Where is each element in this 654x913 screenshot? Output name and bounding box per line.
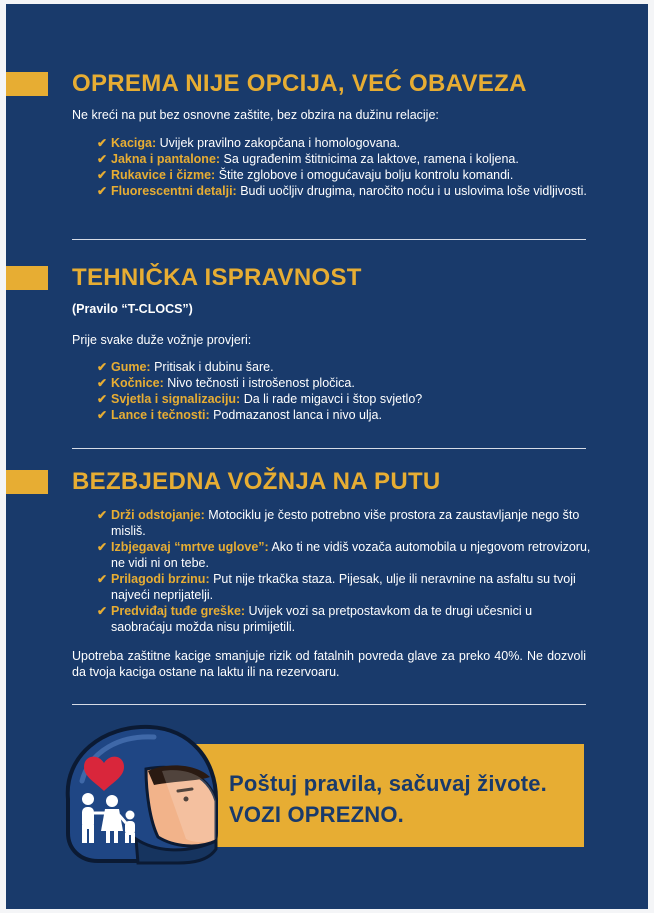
check-icon: ✔ (97, 572, 108, 586)
check-icon: ✔ (97, 508, 108, 522)
item-text: Pritisak i dubinu šare. (150, 360, 274, 374)
item-key: Predviđaj tuđe greške: (111, 604, 246, 618)
list-item (97, 539, 594, 571)
item-text: Motociklu je često potrebno više prostora za zaustavljanje nego što misliš. (111, 508, 580, 538)
list-item (97, 135, 594, 151)
equipment-list (97, 135, 594, 199)
item-text: Uvijek pravilno zakopčana i homologovana. (156, 136, 401, 150)
check-icon: ✔ (97, 360, 108, 374)
helmet-icon (58, 721, 228, 871)
rule-label: (Pravilo “T-CLOCS”) (72, 302, 193, 316)
check-icon: ✔ (97, 184, 108, 198)
technical-list (97, 359, 594, 423)
check-icon: ✔ (97, 168, 108, 182)
helmet-safety-note: Upotreba zaštitne kacige smanjuje rizik od fatalnih povreda glave za preko 40%. Ne dozvoli da tvoja kaciga ostane na laktu ili na rezervoaru. (72, 649, 586, 679)
section-divider (72, 448, 586, 449)
check-icon: ✔ (97, 136, 108, 150)
item-key: Gume: (111, 360, 151, 374)
list-item (97, 507, 594, 539)
list-item (97, 183, 594, 199)
section-title-safe-riding: BEZBJEDNA VOŽNJA NA PUTU (72, 468, 441, 495)
item-text: Da li rade migavci i štop svjetlo? (240, 392, 423, 406)
item-text: Uvijek vozi sa pretpostavkom da te drugi učesnici u saobraćaju možda nisu primijetili. (111, 604, 533, 634)
check-icon: ✔ (97, 152, 108, 166)
list-item (97, 407, 594, 423)
item-key: Drži odstojanje: (111, 508, 205, 522)
poster-page (6, 4, 648, 909)
item-key: Lance i tečnosti: (111, 408, 210, 422)
list-item (97, 167, 594, 183)
check-icon: ✔ (97, 392, 108, 406)
item-text: Put nije trkačka staza. Pijesak, ulje ili neravnine na asfaltu su tvoji najveći neprijatelji. (111, 572, 576, 602)
section-divider (72, 239, 586, 240)
item-key: Fluorescentni detalji: (111, 184, 237, 198)
item-key: Kočnice: (111, 376, 164, 390)
item-text: Sa ugrađenim štitnicima za laktove, ramena i koljena. (220, 152, 519, 166)
cta-line-1: Poštuj pravila, sačuvaj živote. (229, 771, 547, 796)
safe-riding-list (97, 507, 594, 635)
section-accent-bar (6, 266, 48, 290)
cta-line-2: VOZI OPREZNO. (229, 802, 404, 827)
item-text: Ako ti ne vidiš vozača automobila u njegovom retrovizoru, ne vidi ni on tebe. (111, 540, 591, 570)
cta-banner (186, 744, 584, 847)
list-item (97, 375, 594, 391)
list-item (97, 359, 594, 375)
section-intro-equipment: Ne kreći na put bez osnovne zaštite, bez obzira na dužinu relacije: (72, 108, 439, 122)
item-text: Podmazanost lanca i nivo ulja. (209, 408, 382, 422)
item-key: Svjetla i signalizaciju: (111, 392, 241, 406)
check-icon: ✔ (97, 540, 108, 554)
helmet-illustration (58, 721, 228, 871)
list-item (97, 391, 594, 407)
list-item (97, 571, 594, 603)
section-accent-bar (6, 72, 48, 96)
item-key: Jakna i pantalone: (111, 152, 221, 166)
item-key: Prilagodi brzinu: (111, 572, 210, 586)
section-divider (72, 704, 586, 705)
check-icon: ✔ (97, 376, 108, 390)
section-title-equipment: OPREMA NIJE OPCIJA, VEĆ OBAVEZA (72, 70, 527, 97)
check-icon: ✔ (97, 408, 108, 422)
item-key: Kaciga: (111, 136, 157, 150)
item-text: Budi uočljiv drugima, naročito noću i u uslovima loše vidljivosti. (236, 184, 587, 198)
list-item (97, 603, 594, 635)
section-title-technical: TEHNIČKA ISPRAVNOST (72, 264, 362, 291)
item-text: Štite zglobove i omogućavaju bolju kontrolu komandi. (215, 168, 514, 182)
list-item (97, 151, 594, 167)
item-key: Izbjegavaj “mrtve uglove”: (111, 540, 269, 554)
check-icon: ✔ (97, 604, 108, 618)
section-accent-bar (6, 470, 48, 494)
item-key: Rukavice i čizme: (111, 168, 216, 182)
item-text: Nivo tečnosti i istrošenost pločica. (163, 376, 355, 390)
section-intro-technical: Prije svake duže vožnje provjeri: (72, 333, 252, 347)
